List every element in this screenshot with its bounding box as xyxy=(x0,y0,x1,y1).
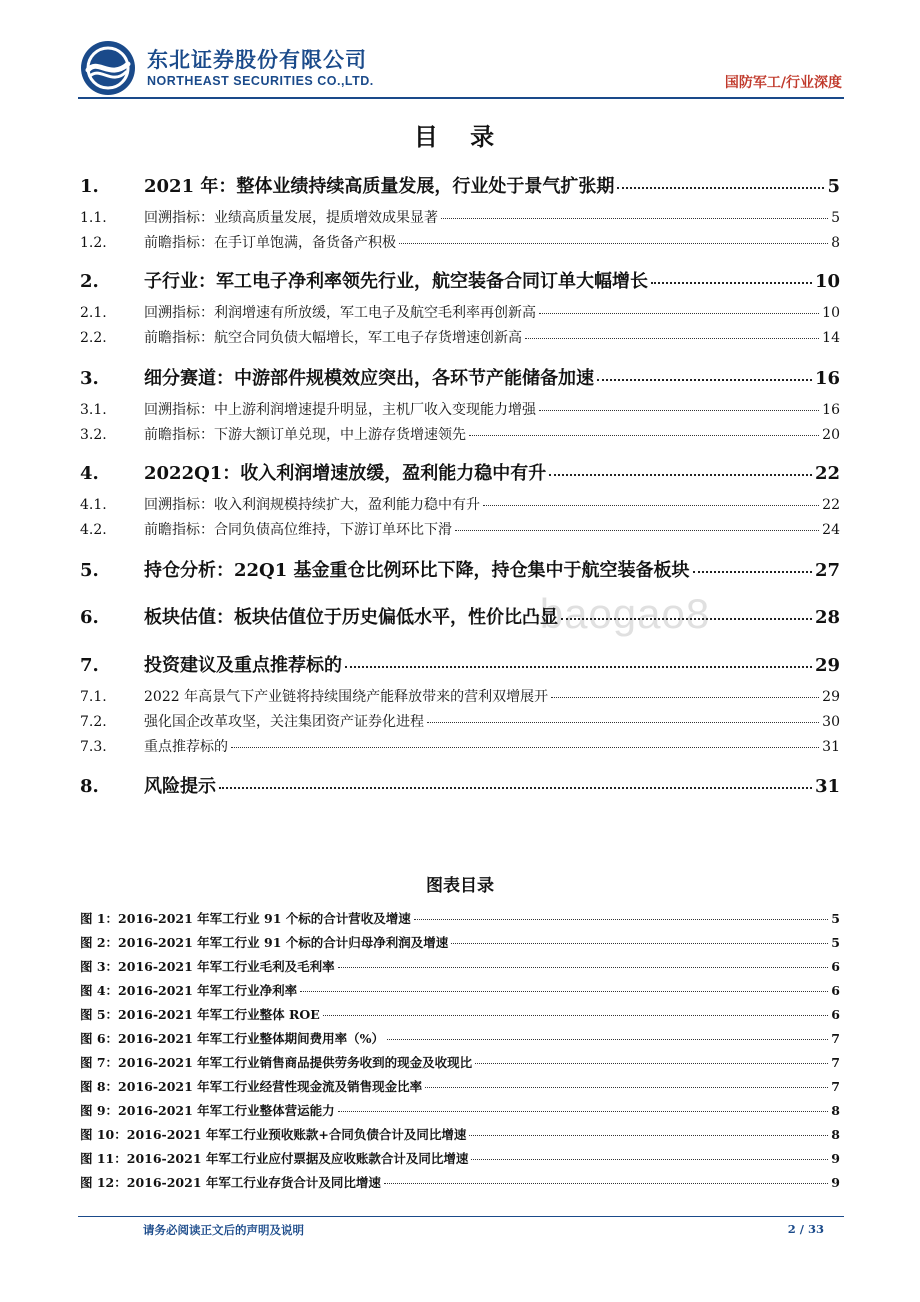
toc-number: 4. xyxy=(80,463,99,484)
toc-heading: 持仓分析：22Q1 基金重仓比例环比下降，持仓集中于航空装备板块 xyxy=(144,560,690,581)
figure-caption: 图 3：2016-2021 年军工行业毛利及毛利率 xyxy=(80,959,335,974)
toc-section[interactable] xyxy=(80,172,840,198)
dot-leader xyxy=(399,243,828,244)
toc-section[interactable] xyxy=(80,459,840,485)
toc-page-number: 29 xyxy=(814,655,840,676)
toc-number: 5. xyxy=(80,560,99,581)
dot-leader xyxy=(338,967,829,968)
toc-page-number: 5 xyxy=(831,210,840,226)
dot-leader xyxy=(323,1015,828,1016)
toc-heading: 2022 年高景气下产业链将持续围绕产能释放带来的营利双增展开 xyxy=(144,689,549,705)
toc-page-number: 20 xyxy=(822,427,840,443)
toc-page-number: 30 xyxy=(822,714,840,730)
figure-caption: 图 10：2016-2021 年军工行业预收账款+合同负债合计及同比增速 xyxy=(80,1127,467,1142)
toc-subsection[interactable] xyxy=(80,736,840,756)
toc-section[interactable] xyxy=(80,772,840,798)
figure-list-title: 图表目录 xyxy=(426,876,494,896)
dot-leader xyxy=(219,787,812,789)
toc-page-number: 27 xyxy=(814,560,840,581)
dot-leader xyxy=(231,747,819,748)
toc-heading: 板块估值：板块估值位于历史偏低水平，性价比凸显 xyxy=(144,607,558,628)
figure-entry[interactable] xyxy=(80,1101,840,1119)
figure-caption: 图 8：2016-2021 年军工行业经营性现金流及销售现金比率 xyxy=(80,1079,423,1094)
toc-number: 4.1. xyxy=(80,497,107,513)
figure-entry[interactable] xyxy=(80,1005,840,1023)
toc-heading: 回溯指标：业绩高质量发展，提质增效成果显著 xyxy=(144,210,438,226)
toc-number: 3.2. xyxy=(80,427,107,443)
toc-number: 4.2. xyxy=(80,522,107,538)
dot-leader xyxy=(427,722,819,723)
figure-page-number: 7 xyxy=(831,1055,840,1070)
toc-subsection[interactable] xyxy=(80,424,840,444)
company-logo-icon xyxy=(80,40,136,96)
toc-subsection[interactable] xyxy=(80,519,840,539)
dot-leader xyxy=(651,282,812,284)
toc-number: 8. xyxy=(80,776,99,797)
figure-caption: 图 12：2016-2021 年军工行业存货合计及同比增速 xyxy=(80,1175,381,1190)
header-divider xyxy=(78,97,844,99)
figure-page-number: 6 xyxy=(831,1007,840,1022)
figure-page-number: 6 xyxy=(831,983,840,998)
dot-leader xyxy=(425,1087,828,1088)
toc-page-number: 31 xyxy=(814,776,840,797)
dot-leader xyxy=(338,1111,829,1112)
dot-leader xyxy=(384,1183,828,1184)
report-category: 国防军工/行业深度 xyxy=(724,75,842,91)
toc-heading: 前瞻指标：在手订单饱满，备货备产积极 xyxy=(144,235,396,251)
toc-subsection[interactable] xyxy=(80,686,840,706)
toc-page-number: 10 xyxy=(822,305,840,321)
toc-subsection[interactable] xyxy=(80,494,840,514)
toc-heading: 回溯指标：利润增速有所放缓，军工电子及航空毛利率再创新高 xyxy=(144,305,536,321)
toc-section[interactable] xyxy=(80,651,840,677)
figure-page-number: 7 xyxy=(831,1079,840,1094)
dot-leader xyxy=(549,474,812,476)
dot-leader xyxy=(455,530,819,531)
toc-heading: 回溯指标：中上游利润增速提升明显，主机厂收入变现能力增强 xyxy=(144,402,536,418)
figure-caption: 图 11：2016-2021 年军工行业应付票据及应收账款合计及同比增速 xyxy=(80,1151,469,1166)
toc-section[interactable] xyxy=(80,603,840,629)
toc-number: 2.1. xyxy=(80,305,107,321)
toc-heading: 细分赛道：中游部件规模效应突出，各环节产能储备加速 xyxy=(144,368,594,389)
dot-leader xyxy=(300,991,828,992)
toc-heading: 2021 年：整体业绩持续高质量发展，行业处于景气扩张期 xyxy=(144,176,615,197)
toc-number: 6. xyxy=(80,607,99,628)
figure-entry[interactable] xyxy=(80,1053,840,1071)
dot-leader xyxy=(414,919,829,920)
toc-subsection[interactable] xyxy=(80,232,840,252)
toc-heading: 强化国企改革攻坚，关注集团资产证券化进程 xyxy=(144,714,424,730)
figure-entry[interactable] xyxy=(80,957,840,975)
toc-page-number: 29 xyxy=(822,689,840,705)
dot-leader xyxy=(451,943,828,944)
toc-number: 2. xyxy=(80,271,99,292)
toc-subsection[interactable] xyxy=(80,302,840,322)
toc-section[interactable] xyxy=(80,267,840,293)
toc-number: 7. xyxy=(80,655,99,676)
toc-heading: 子行业：军工电子净利率领先行业，航空装备合同订单大幅增长 xyxy=(144,271,648,292)
toc-page-number: 28 xyxy=(814,607,840,628)
dot-leader xyxy=(475,1063,828,1064)
toc-number: 1. xyxy=(80,176,99,197)
toc-heading: 前瞻指标：下游大额订单兑现，中上游存货增速领先 xyxy=(144,427,466,443)
page-number: 2 / 33 xyxy=(787,1222,824,1236)
toc-number: 3.1. xyxy=(80,402,107,418)
figure-entry[interactable] xyxy=(80,981,840,999)
dot-leader xyxy=(597,379,812,381)
toc-section[interactable] xyxy=(80,556,840,582)
toc-subsection[interactable] xyxy=(80,207,840,227)
company-name-en: NORTHEAST SECURITIES CO.,LTD. xyxy=(147,74,374,88)
figure-page-number: 8 xyxy=(831,1103,840,1118)
figure-caption: 图 9：2016-2021 年军工行业整体营运能力 xyxy=(80,1103,335,1118)
toc-title: 目 录 xyxy=(413,122,507,151)
toc-page-number: 22 xyxy=(822,497,840,513)
toc-number: 7.2. xyxy=(80,714,107,730)
toc-heading: 回溯指标：收入利润规模持续扩大，盈利能力稳中有升 xyxy=(144,497,480,513)
figure-caption: 图 4：2016-2021 年军工行业净利率 xyxy=(80,983,298,998)
figure-entry[interactable] xyxy=(80,1029,840,1047)
toc-number: 1.1. xyxy=(80,210,107,226)
figure-page-number: 6 xyxy=(831,959,840,974)
figure-entry[interactable] xyxy=(80,1077,840,1095)
figure-entry[interactable] xyxy=(80,1173,840,1191)
toc-subsection[interactable] xyxy=(80,711,840,731)
dot-leader xyxy=(551,697,819,698)
toc-number: 3. xyxy=(80,368,99,389)
toc-page-number: 16 xyxy=(814,368,840,389)
figure-page-number: 8 xyxy=(831,1127,840,1142)
watermark: baogao8 xyxy=(539,590,711,637)
figure-page-number: 5 xyxy=(831,935,840,950)
toc-page-number: 5 xyxy=(827,176,840,197)
toc-number: 1.2. xyxy=(80,235,107,251)
figure-page-number: 7 xyxy=(831,1031,840,1046)
toc-page-number: 10 xyxy=(814,271,840,292)
toc-page-number: 31 xyxy=(822,739,840,755)
toc-page-number: 16 xyxy=(822,402,840,418)
toc-number: 2.2. xyxy=(80,330,107,346)
footer-divider xyxy=(78,1216,844,1217)
toc-number: 7.1. xyxy=(80,689,107,705)
figure-caption: 图 5：2016-2021 年军工行业整体 ROE xyxy=(80,1007,320,1022)
toc-heading: 重点推荐标的 xyxy=(144,739,228,755)
figure-page-number: 9 xyxy=(831,1175,840,1190)
figure-caption: 图 6：2016-2021 年军工行业整体期间费用率（%） xyxy=(80,1031,385,1046)
dot-leader xyxy=(469,435,819,436)
toc-subsection[interactable] xyxy=(80,399,840,419)
figure-page-number: 9 xyxy=(831,1151,840,1166)
toc-heading: 投资建议及重点推荐标的 xyxy=(144,655,342,676)
footer-disclaimer: 请务必阅读正文后的声明及说明 xyxy=(143,1223,304,1237)
figure-entry[interactable] xyxy=(80,1149,840,1167)
figure-entry[interactable] xyxy=(80,1125,840,1143)
figure-entry[interactable] xyxy=(80,909,840,927)
dot-leader xyxy=(561,618,812,620)
dot-leader xyxy=(345,666,812,668)
figure-page-number: 5 xyxy=(831,911,840,926)
toc-page-number: 22 xyxy=(814,463,840,484)
company-name-cn: 东北证券股份有限公司 xyxy=(147,48,367,72)
dot-leader xyxy=(441,218,828,219)
toc-heading: 前瞻指标：合同负债高位维持，下游订单环比下滑 xyxy=(144,522,452,538)
dot-leader xyxy=(483,505,819,506)
dot-leader xyxy=(469,1135,828,1136)
toc-page-number: 24 xyxy=(822,522,840,538)
toc-section[interactable] xyxy=(80,364,840,390)
toc-page-number: 14 xyxy=(822,330,840,346)
dot-leader xyxy=(693,571,812,573)
toc-heading: 前瞻指标：航空合同负债大幅增长，军工电子存货增速创新高 xyxy=(144,330,522,346)
figure-caption: 图 7：2016-2021 年军工行业销售商品提供劳务收到的现金及收现比 xyxy=(80,1055,473,1070)
dot-leader xyxy=(539,410,819,411)
dot-leader xyxy=(539,313,819,314)
figure-caption: 图 2：2016-2021 年军工行业 91 个标的合计归母净利润及增速 xyxy=(80,935,449,950)
toc-page-number: 8 xyxy=(831,235,840,251)
dot-leader xyxy=(525,338,819,339)
toc-number: 7.3. xyxy=(80,739,107,755)
figure-entry[interactable] xyxy=(80,933,840,951)
figure-caption: 图 1：2016-2021 年军工行业 91 个标的合计营收及增速 xyxy=(80,911,411,926)
dot-leader xyxy=(617,187,824,189)
toc-heading: 风险提示 xyxy=(144,776,216,797)
toc-subsection[interactable] xyxy=(80,327,840,347)
page-header xyxy=(0,0,920,100)
dot-leader xyxy=(387,1039,828,1040)
toc-heading: 2022Q1：收入利润增速放缓，盈利能力稳中有升 xyxy=(144,463,547,484)
dot-leader xyxy=(471,1159,828,1160)
